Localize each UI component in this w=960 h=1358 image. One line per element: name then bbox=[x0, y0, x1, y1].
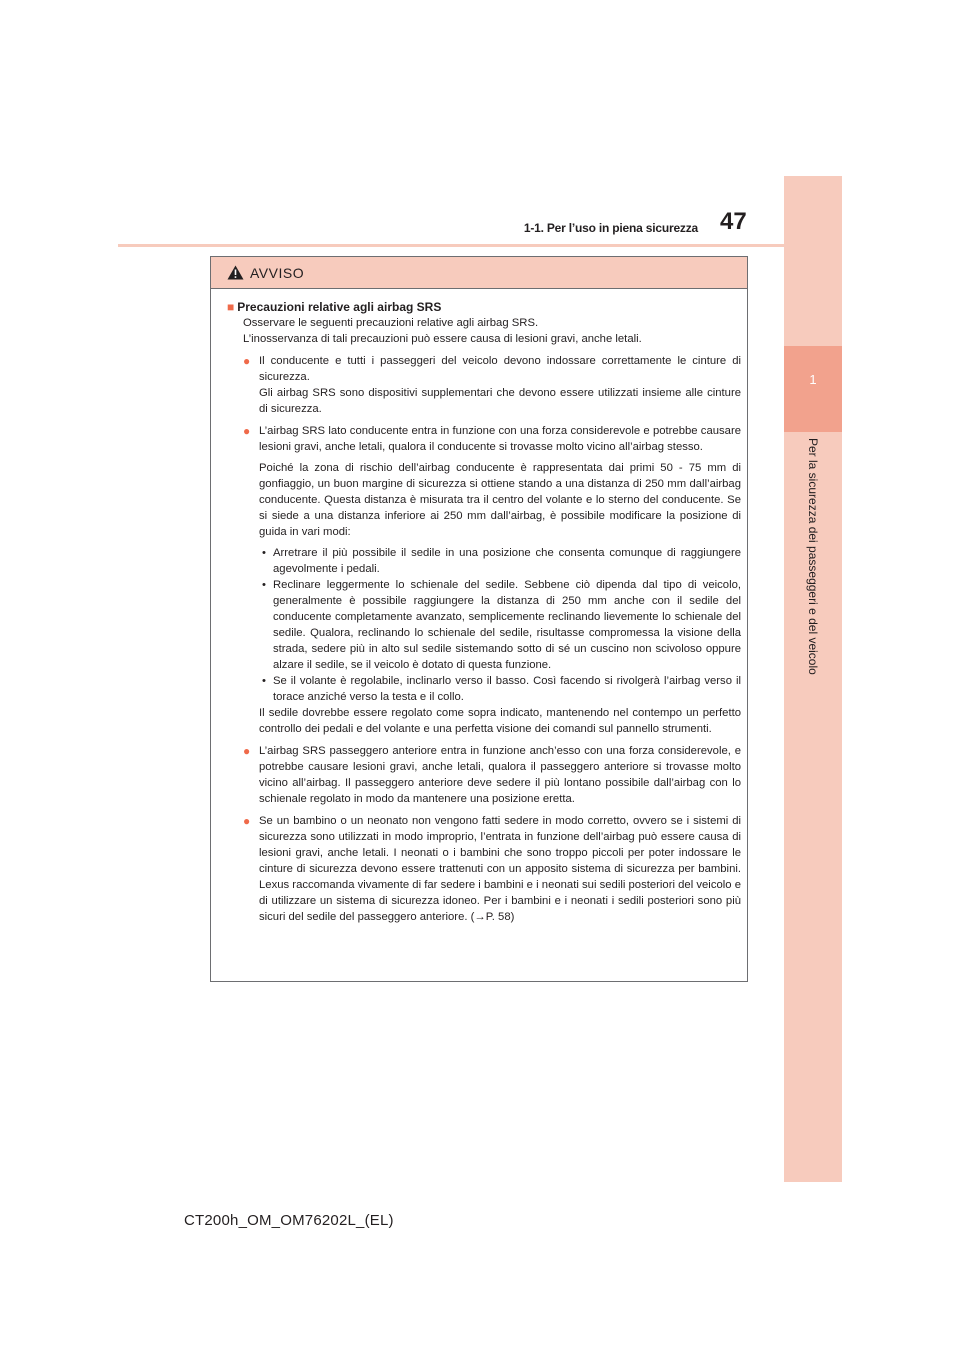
page-reference: (→P. 58) bbox=[470, 911, 515, 923]
bullet-paragraph: L’airbag SRS lato conducente entra in funzione con una forza considerevole e potrebbe causare lesioni gravi, anche letali, qualora il conducente si trovasse molto vicino all’airbag stesso. bbox=[259, 425, 741, 453]
intro-line: L’inosservanza di tali precauzioni può essere causa di lesioni gravi, anche letali. bbox=[243, 333, 642, 345]
square-bullet-icon: ■ bbox=[227, 300, 235, 314]
chapter-number: 1 bbox=[809, 372, 817, 387]
warning-header bbox=[211, 257, 747, 289]
document-code: CT200h_OM_OM76202L_(EL) bbox=[184, 1212, 394, 1229]
warning-box bbox=[210, 256, 748, 982]
intro-line: Osservare le seguenti precauzioni relative agli airbag SRS. bbox=[243, 317, 539, 329]
bullet-paragraph: Poiché la zona di rischio dell’airbag conducente è rappresentata dai primi 50 - 75 mm di gonfiaggio, un buon margine di sicurezza si ottiene stando a una distanza di 250 mm dall’airbag conducente. Questa distanza è misurata tra il centro del volante e lo sterno del conducente. Se si siede a una distanza inferiore ai 250 mm dall’airbag, è possibile modificare la posizione di guida in vari modi: bbox=[259, 462, 741, 538]
chapter-title bbox=[784, 438, 842, 688]
bullet-paragraph: Gli airbag SRS sono dispositivi supplementari che devono essere utilizzati insieme alle cinture di sicurezza. bbox=[259, 387, 741, 415]
bullet-item bbox=[227, 813, 741, 925]
bullet-paragraph bbox=[259, 813, 741, 925]
bullet-paragraph: Il sedile dovrebbe essere regolato come sopra indicato, mantenendo nel contempo un perfetto controllo dei pedali e del volante e una perfetta visione dei comandi sul pannello strumenti. bbox=[259, 707, 741, 735]
circle-bullet-icon: ● bbox=[243, 424, 251, 438]
bullet-text: Se un bambino o un neonato non vengono fatti sedere in modo corretto, ovvero se i sistemi di sicurezza sono utilizzati in modo improprio, l’entrata in funzione dell’airbag può essere causa di lesioni gravi, anche letali. I neonati o i bambini che sono troppo piccoli per poter indossare le cinture di sicurezza devono essere trattenuti con un apposito sistema di sicurezza per bambini. Lexus raccomanda vivamente di far sedere i bambini e i neonati sui sedili posteriori del veicolo e di utilizzare un sistema di sicurezza idoneo. Per i bambini e i neonati i sedili posteriori sono più sicuri del sedile del passeggero anteriore. bbox=[259, 815, 741, 923]
warning-triangle-icon bbox=[227, 265, 244, 280]
sub-heading-text: Precauzioni relative agli airbag SRS bbox=[237, 300, 442, 314]
sub-list-item: • Se il volante è regolabile, inclinarlo verso il basso. Così facendo si rivolgerà l’airbag verso il torace anziché verso la testa e il collo. bbox=[259, 673, 741, 705]
header-rule bbox=[118, 244, 784, 247]
bullet-item bbox=[227, 423, 741, 737]
warning-title: AVVISO bbox=[250, 264, 305, 281]
bullet-paragraph: L’airbag SRS passeggero anteriore entra in funzione anch’esso con una forza considerevole, e potrebbe causare lesioni gravi, anche letali, qualora il passeggero anteriore si trovasse molto vicino all’airbag. Il passeggero anteriore deve sedere il più lontano possibile dall’airbag con lo schienale regolato in modo da mantenere una posizione eretta. bbox=[259, 745, 741, 805]
bullet-item bbox=[227, 353, 741, 417]
circle-bullet-icon: ● bbox=[243, 354, 251, 368]
page-number: 47 bbox=[720, 208, 747, 235]
sub-list bbox=[259, 545, 741, 705]
chapter-title-text: Per la sicurezza dei passeggeri e del veicolo bbox=[806, 438, 820, 675]
bullet-paragraph: Il conducente e tutti i passeggeri del veicolo devono indossare correttamente le cinture di sicurezza. bbox=[259, 355, 741, 383]
warning-body bbox=[211, 289, 747, 925]
bullet-item bbox=[227, 743, 741, 807]
circle-bullet-icon: ● bbox=[243, 814, 251, 828]
sub-heading bbox=[227, 299, 741, 315]
circle-bullet-icon: ● bbox=[243, 744, 251, 758]
sub-list-item: • Reclinare leggermente lo schienale del sedile. Sebbene ciò dipenda dal tipo di veicolo, generalmente è possibile raggiungere la distanza di 250 mm anche con il sedile del conducente completamente avanzato, semplicemente reclinando lievemente lo schienale del sedile. Qualora, reclinando lo schienale del sedile, risultasse compromessa la visione della strada, sedere più in alto sul sedile sistemando sotto di sé un cuscino non scivoloso oppure alzare il sedile, se il veicolo è dotato di questa funzione. bbox=[259, 577, 741, 673]
chapter-tab-marker bbox=[784, 346, 842, 432]
section-title: 1-1. Per l’uso in piena sicurezza bbox=[523, 221, 698, 235]
sub-list-item: • Arretrare il più possibile il sedile in una posizione che consenta comunque di raggiungere agevolmente i pedali. bbox=[259, 545, 741, 577]
